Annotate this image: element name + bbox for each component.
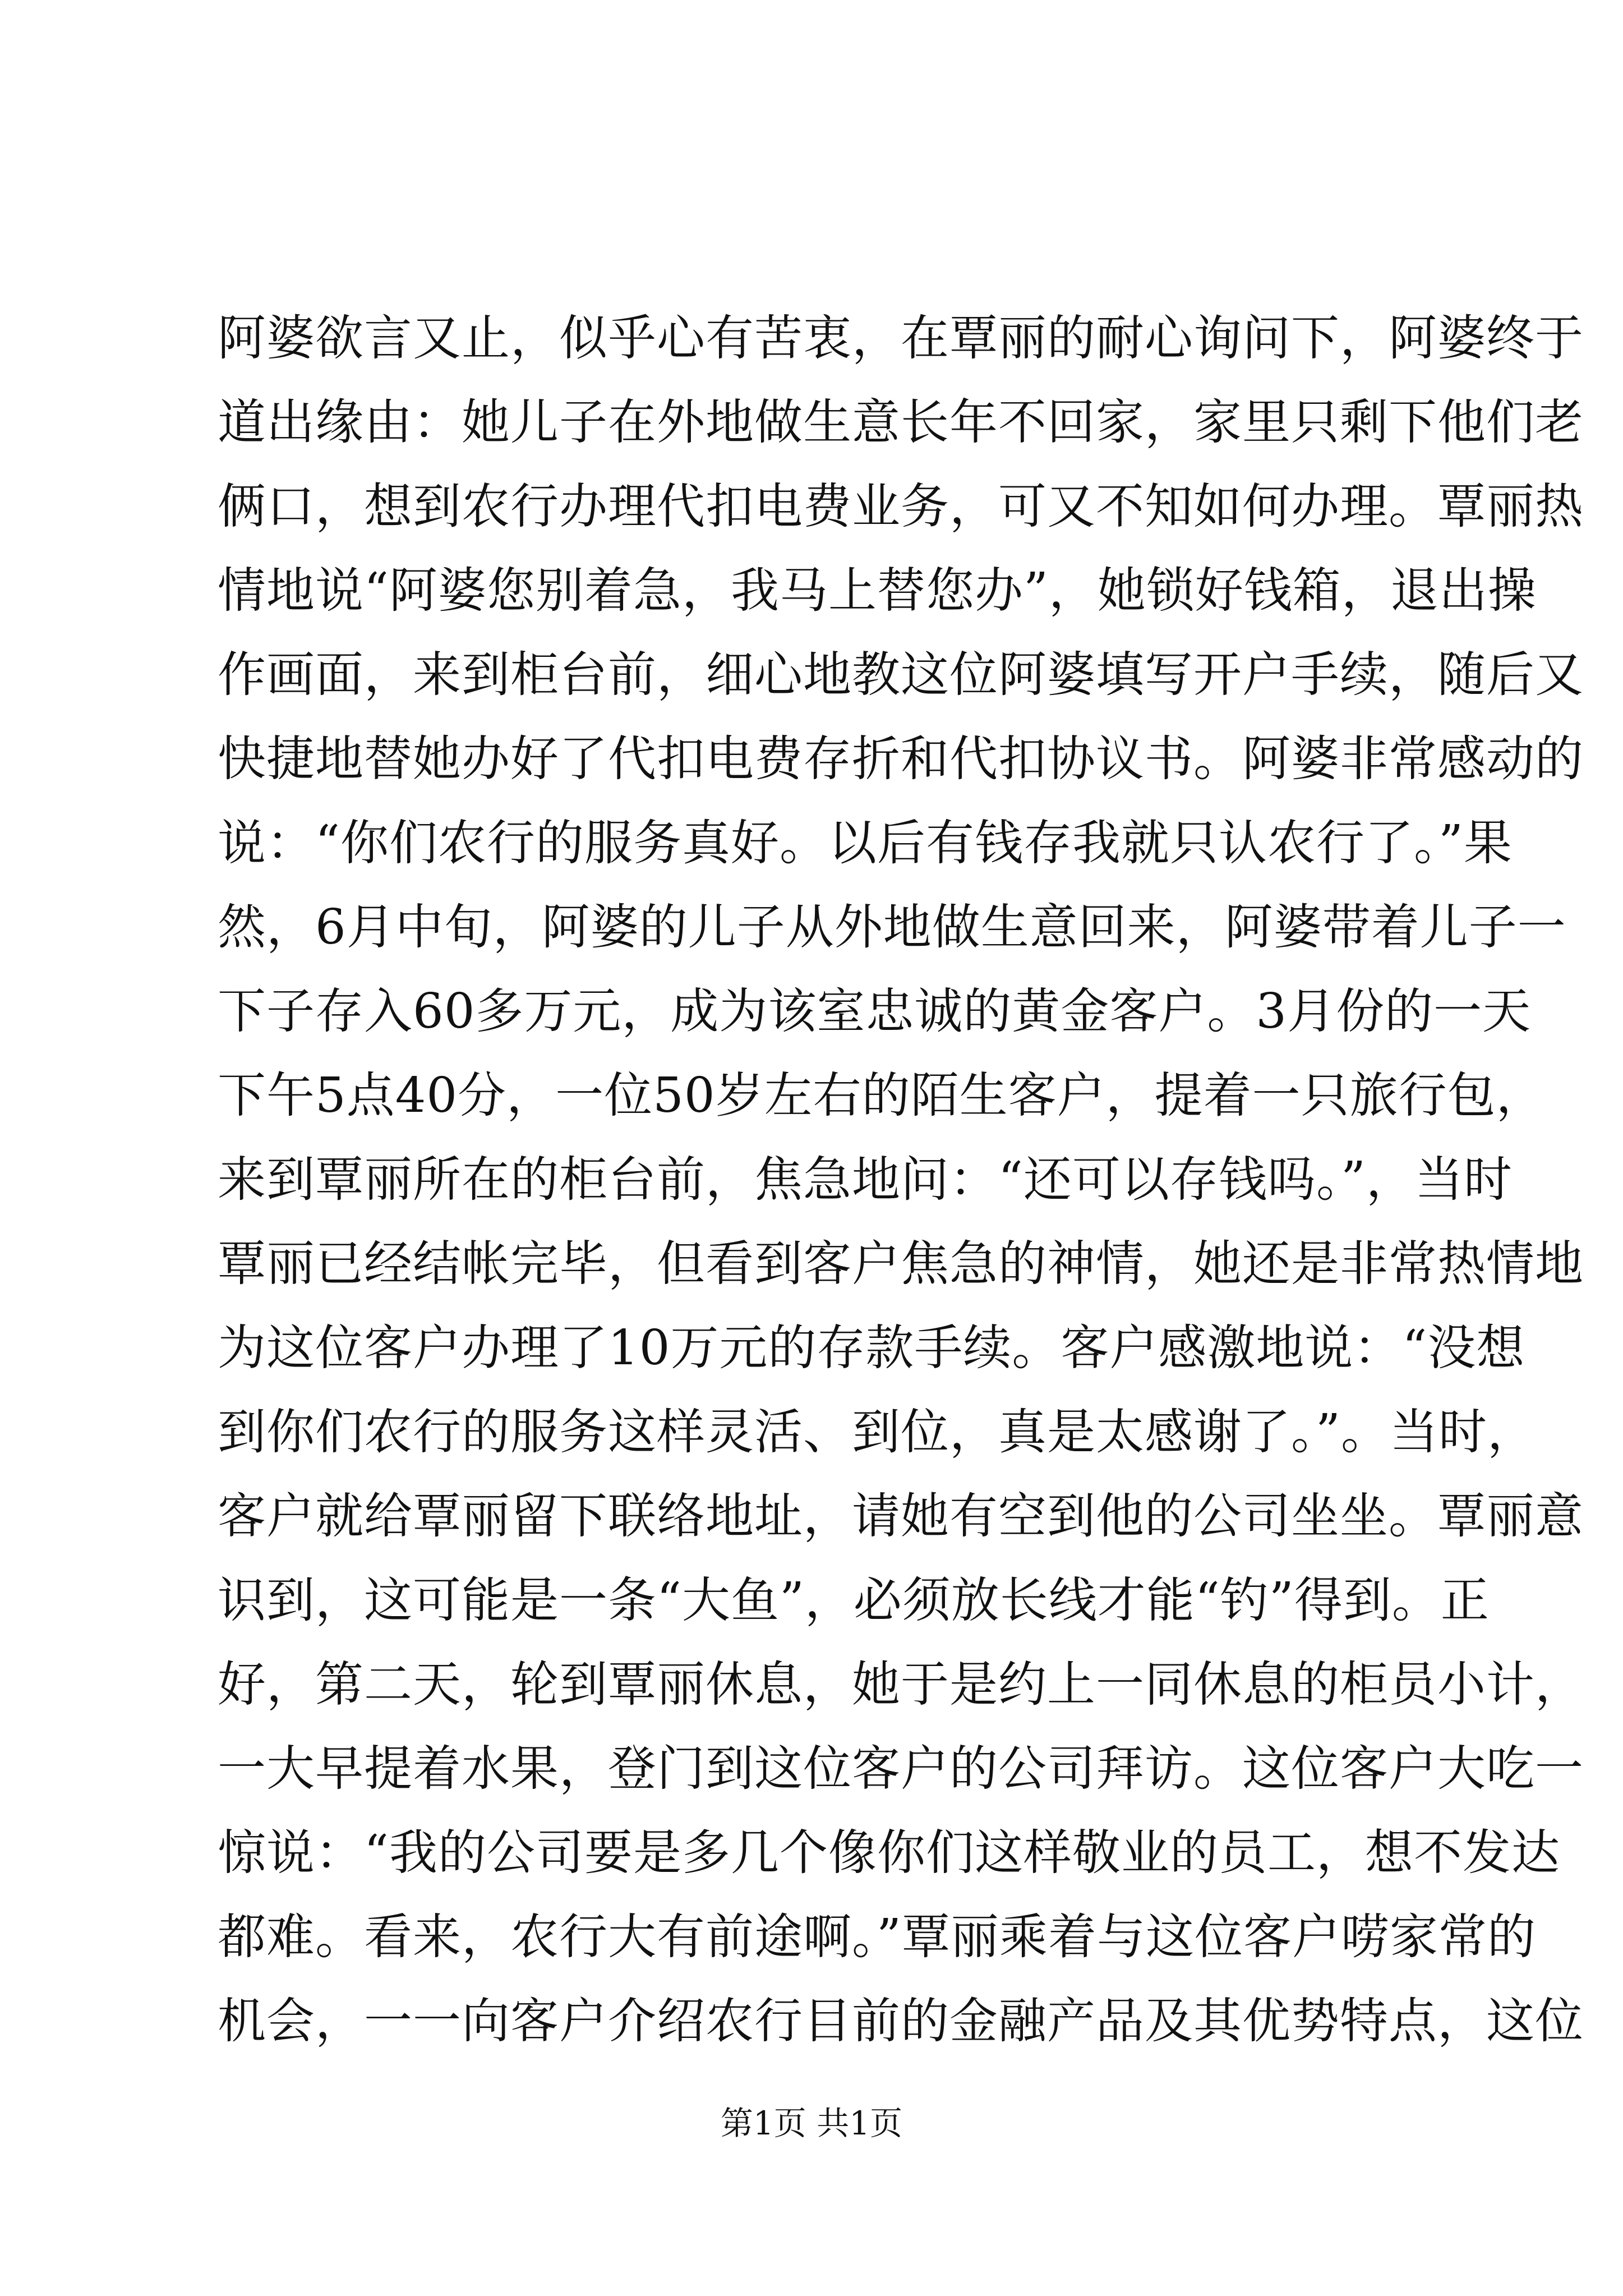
text-line: 好，第二天，轮到覃丽休息，她于是约上一同休息的柜员小计， [218,1657,1584,1713]
text-line: 到你们农行的服务这样灵活、到位，真是太感谢了。”。当时， [218,1404,1536,1460]
text-line: 机会，一一向客户介绍农行目前的金融产品及其优势特点，这位 [218,1993,1584,2049]
text-line: 覃丽已经结帐完毕，但看到客户焦急的神情，她还是非常热情地 [218,1236,1584,1292]
text-line: 作画面，来到柜台前，细心地教这位阿婆填写开户手续，随后又 [218,647,1584,703]
text-line: 都难。看来，农行大有前途啊。”覃丽乘着与这位客户唠家常的 [218,1909,1536,1965]
text-line: 快捷地替她办好了代扣电费存折和代扣协议书。阿婆非常感动的 [218,731,1584,787]
text-line: 客户就给覃丽留下联络地址，请她有空到他的公司坐坐。覃丽意 [218,1488,1584,1544]
body-text [218,296,1584,2063]
text-line: 俩口，想到农行办理代扣电费业务，可又不知如何办理。覃丽热 [218,478,1584,535]
text-line: 惊说：“我的公司要是多几个像你们这样敬业的员工，想不发达 [218,1825,1560,1881]
text-line: 然，6月中旬，阿婆的儿子从外地做生意回来，阿婆带着儿子一 [218,899,1566,955]
page-footer: 第1页 共1页 [720,2104,903,2142]
text-line: 道出缘由：她儿子在外地做生意长年不回家，家里只剩下他们老 [218,394,1584,450]
text-line: 识到，这可能是一条“大鱼”，必须放长线才能“钓”得到。正 [218,1572,1490,1628]
text-line: 为这位客户办理了10万元的存款手续。客户感激地说：“没想 [218,1320,1525,1376]
text-line: 一大早提着水果，登门到这位客户的公司拜访。这位客户大吃一 [218,1741,1584,1797]
text-line: 下午5点40分，一位50岁左右的陌生客户，提着一只旅行包， [218,1068,1545,1124]
text-line: 情地说“阿婆您别着急，我马上替您办”，她锁好钱箱，退出操 [218,563,1537,619]
text-line: 来到覃丽所在的柜台前，焦急地问：“还可以存钱吗。”，当时 [218,1152,1513,1208]
text-line: 说：“你们农行的服务真好。以后有钱存我就只认农行了。”果 [218,815,1513,871]
text-line: 阿婆欲言又止，似乎心有苦衷，在覃丽的耐心询问下，阿婆终于 [218,310,1584,366]
text-line: 下子存入60多万元，成为该室忠诚的黄金客户。3月份的一天 [218,983,1532,1039]
